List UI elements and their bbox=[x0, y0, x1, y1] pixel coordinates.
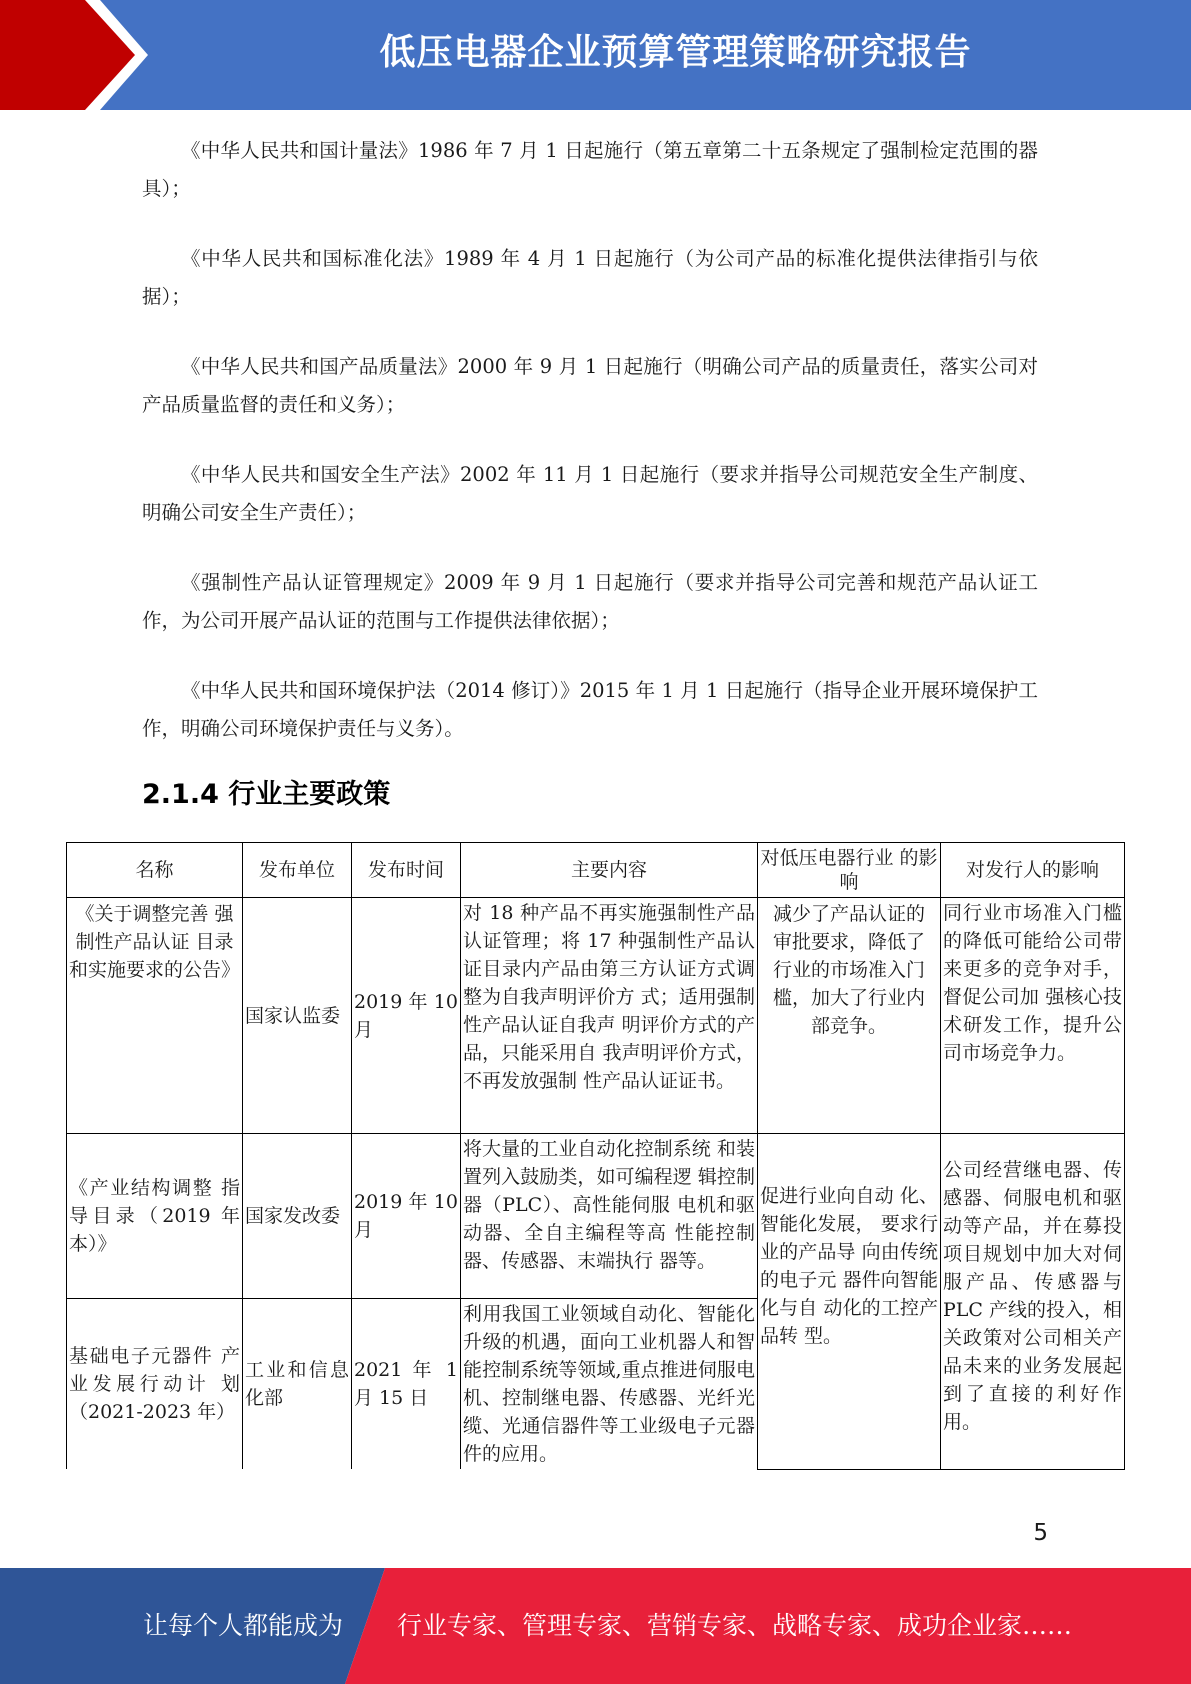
table-header-row bbox=[67, 843, 1125, 898]
column-header-issuer-impact: 对发行人的影响 bbox=[941, 843, 1125, 898]
policy-date: 2021 年 1 月 15 日 bbox=[352, 1299, 461, 1470]
industry-impact: 促进行业向自动 化、智能化发展， 要求行业的产品导 向由传统的电子元 器件向智能化与自 动化的工控产品转 型。 bbox=[758, 1134, 941, 1470]
policy-date: 2019 年 10 月 bbox=[352, 898, 461, 1134]
law-paragraph: 《中华人民共和国环境保护法（2014 修订）》2015 年 1 月 1 日起施行（指导企业开展环境保护工作，明确公司环境保护责任与义务）。 bbox=[142, 679, 1038, 740]
policy-name: 基础电子元器件 产业发展行动计 划（2021-2023 年） bbox=[67, 1299, 243, 1470]
section-heading: 2.1.4 行业主要政策 bbox=[142, 779, 391, 810]
policy-issuer: 国家认监委 bbox=[243, 898, 352, 1134]
column-header-content: 主要内容 bbox=[461, 843, 758, 898]
column-header-date: 发布时间 bbox=[352, 843, 461, 898]
table-row bbox=[67, 1134, 1125, 1299]
policy-content: 对 18 种产品不再实施强制性产品认证管理；将 17 种强制性产品认证目录内产品由第三方认证方式调整为自我声明评价方 式；适用强制性产品认证自我声 明评价方式的产品，只能采用自 我声明评价方式，不再发放强制 性产品认证证书。 bbox=[461, 898, 758, 1134]
law-paragraph: 《中华人民共和国产品质量法》2000 年 9 月 1 日起施行（明确公司产品的质量责任，落实公司对产品质量监督的责任和义务）； bbox=[142, 355, 1038, 416]
page-header bbox=[0, 0, 1191, 110]
law-list bbox=[142, 132, 1038, 780]
industry-impact: 减少了产品认证的审批要求，降低了行业的市场准入门槛，加大了行业内部竞争。 bbox=[758, 898, 941, 1134]
issuer-impact: 同行业市场准入门槛的降低可能给公司带来更多的竞争对手，督促公司加 强核心技术研发工作，提升公司市场竞争力。 bbox=[941, 898, 1125, 1134]
policy-name: 《关于调整完善 强制性产品认证 目录和实施要求的公告》 bbox=[67, 898, 243, 1134]
law-paragraph: 《中华人民共和国安全生产法》2002 年 11 月 1 日起施行（要求并指导公司规范安全生产制度、明确公司安全生产责任）； bbox=[142, 463, 1038, 524]
policy-issuer: 工业和信息化部 bbox=[243, 1299, 352, 1470]
law-paragraph: 《中华人民共和国标准化法》1989 年 4 月 1 日起施行（为公司产品的标准化提供法律指引与依据）； bbox=[142, 247, 1038, 308]
policy-content: 将大量的工业自动化控制系统 和装置列入鼓励类，如可编程逻 辑控制器（PLC）、高性能伺服 电机和驱动器、全自主编程等高 性能控制器、传感器、末端执行 器等。 bbox=[461, 1134, 758, 1299]
page-number: 5 bbox=[1033, 1520, 1048, 1546]
law-paragraph: 《中华人民共和国计量法》1986 年 7 月 1 日起施行（第五章第二十五条规定了强制检定范围的器具）； bbox=[142, 139, 1038, 200]
column-header-name: 名称 bbox=[67, 843, 243, 898]
policy-content: 利用我国工业领域自动化、智能化升级的机遇，面向工业机器人和智能控制系统等领域,重点推进伺服电机、控制继电器、传感器、光纤光缆、光通信器件等工业级电子元器件的应用。 bbox=[461, 1299, 758, 1470]
report-title: 低压电器企业预算管理策略研究报告 bbox=[379, 32, 972, 73]
policy-table bbox=[66, 842, 1125, 1470]
policy-name: 《产业结构调整 指导目录（2019 年本）》 bbox=[67, 1134, 243, 1299]
footer-slogan-right: 行业专家、管理专家、营销专家、战略专家、成功企业家…… bbox=[397, 1611, 1073, 1640]
header-arrow-decoration bbox=[0, 0, 160, 110]
column-header-issuer: 发布单位 bbox=[243, 843, 352, 898]
law-paragraph: 《强制性产品认证管理规定》2009 年 9 月 1 日起施行（要求并指导公司完善和规范产品认证工作，为公司开展产品认证的范围与工作提供法律依据）； bbox=[142, 571, 1038, 632]
column-header-industry-impact: 对低压电器行业 的影响 bbox=[758, 843, 941, 898]
page-footer bbox=[0, 1568, 1191, 1684]
policy-date: 2019 年 10 月 bbox=[352, 1134, 461, 1299]
table-row bbox=[67, 898, 1125, 1134]
policy-issuer: 国家发改委 bbox=[243, 1134, 352, 1299]
issuer-impact: 公司经营继电器、传感器、伺服电机和驱动等产品，并在募投项目规划中加大对伺服产品、传感器与 PLC 产线的投入，相关政策对公司相关产品未来的业务发展起到了直接的利好作 用。 bbox=[941, 1134, 1125, 1470]
footer-slogan-left: 让每个人都能成为 bbox=[143, 1611, 344, 1640]
